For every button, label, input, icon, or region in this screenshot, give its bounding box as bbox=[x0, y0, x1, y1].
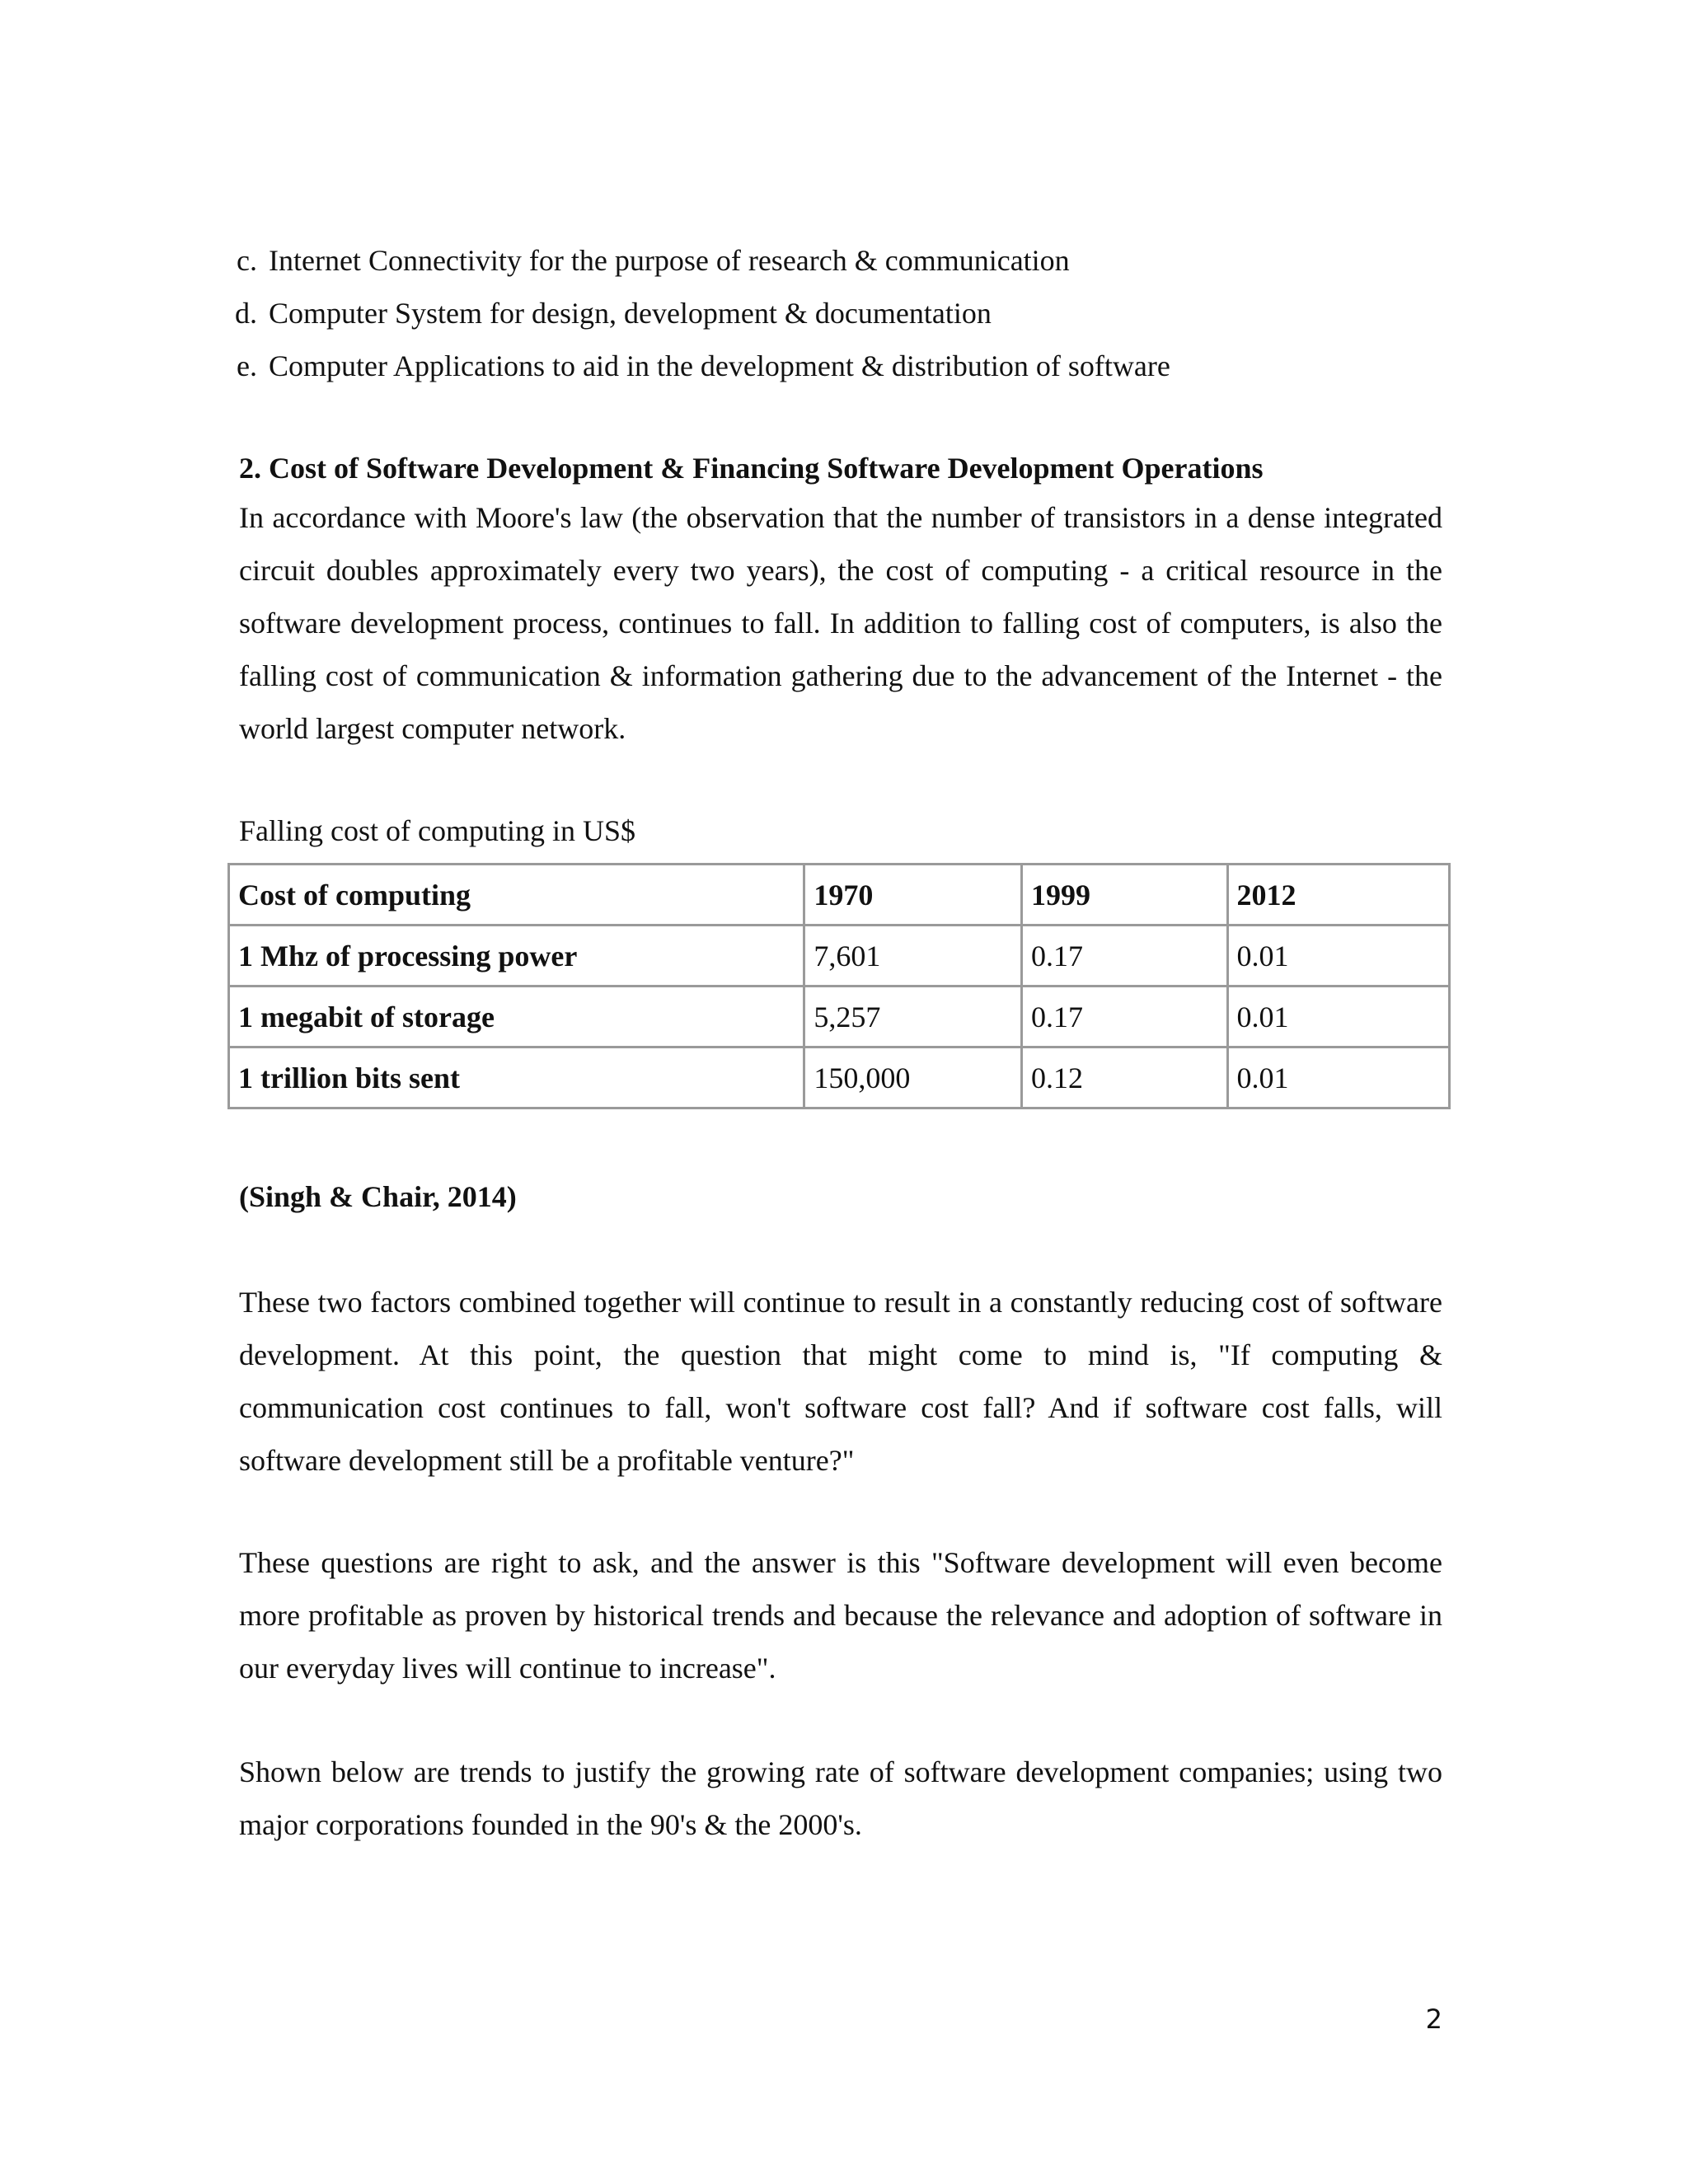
table-header-cell: Cost of computing bbox=[229, 865, 804, 926]
list-marker: e. bbox=[237, 349, 257, 382]
table-cell: 5,257 bbox=[804, 987, 1022, 1047]
table-cell: 150,000 bbox=[804, 1047, 1022, 1108]
list-item bbox=[237, 340, 1461, 392]
table-cell: 0.17 bbox=[1022, 926, 1228, 987]
body-paragraph: Shown below are trends to justify the growing rate of software development companies; using two major corporations founded in the 90's & the 2000's. bbox=[239, 1755, 1442, 1841]
list-item bbox=[237, 234, 1461, 287]
table-row bbox=[229, 926, 1450, 987]
list-item-text: Computer Applications to aid in the development & distribution of software bbox=[269, 349, 1170, 382]
requirements-list bbox=[235, 234, 1461, 392]
table-cell: 7,601 bbox=[804, 926, 1022, 987]
table-header-cell: 2012 bbox=[1227, 865, 1449, 926]
table-citation: (Singh & Chair, 2014) bbox=[239, 1180, 517, 1213]
intro-paragraph: In accordance with Moore's law (the observation that the number of transistors in a dense integrated circuit doubles approximately every two years), the cost of computing - a critical resource in the software development process, continues to fall. In addition to falling cost of computers, is also the falling cost of communication & information gathering due to the advancement of the Internet - the world largest computer network. bbox=[239, 501, 1442, 745]
table-row-label: 1 trillion bits sent bbox=[229, 1047, 804, 1108]
list-item bbox=[235, 287, 1461, 340]
table-cell: 0.01 bbox=[1227, 987, 1449, 1047]
list-marker: c. bbox=[237, 244, 257, 277]
table-cell: 0.01 bbox=[1227, 1047, 1449, 1108]
list-item-text: Internet Connectivity for the purpose of research & communication bbox=[269, 244, 1070, 277]
body-paragraph: These questions are right to ask, and the answer is this "Software development will even become more profitable as proven by historical trends and because the relevance and adoption of software in our everyday lives will continue to increase". bbox=[239, 1546, 1442, 1685]
list-item-text: Computer System for design, development & documentation bbox=[269, 297, 992, 330]
table-cell: 0.01 bbox=[1227, 926, 1449, 987]
table-row-label: 1 megabit of storage bbox=[229, 987, 804, 1047]
table-cell: 0.17 bbox=[1022, 987, 1228, 1047]
table-row bbox=[229, 987, 1450, 1047]
section-heading: 2. Cost of Software Development & Financing Software Development Operations bbox=[239, 452, 1264, 485]
table-caption: Falling cost of computing in US$ bbox=[239, 814, 635, 847]
cost-of-computing-table bbox=[227, 863, 1451, 1109]
table-header-cell: 1970 bbox=[804, 865, 1022, 926]
table-cell: 0.12 bbox=[1022, 1047, 1228, 1108]
list-marker: d. bbox=[235, 297, 257, 330]
table-row bbox=[229, 1047, 1450, 1108]
body-paragraph: These two factors combined together will continue to result in a constantly reducing cost of software development. At this point, the question that might come to mind is, "If computing & communication cost continues to fall, won't software cost fall? And if software cost falls, will software development still be a profitable venture?" bbox=[239, 1286, 1442, 1477]
table-header-row bbox=[229, 865, 1450, 926]
table-header-cell: 1999 bbox=[1022, 865, 1228, 926]
page-number: 2 bbox=[1425, 2004, 1442, 2035]
table-row-label: 1 Mhz of processing power bbox=[229, 926, 804, 987]
